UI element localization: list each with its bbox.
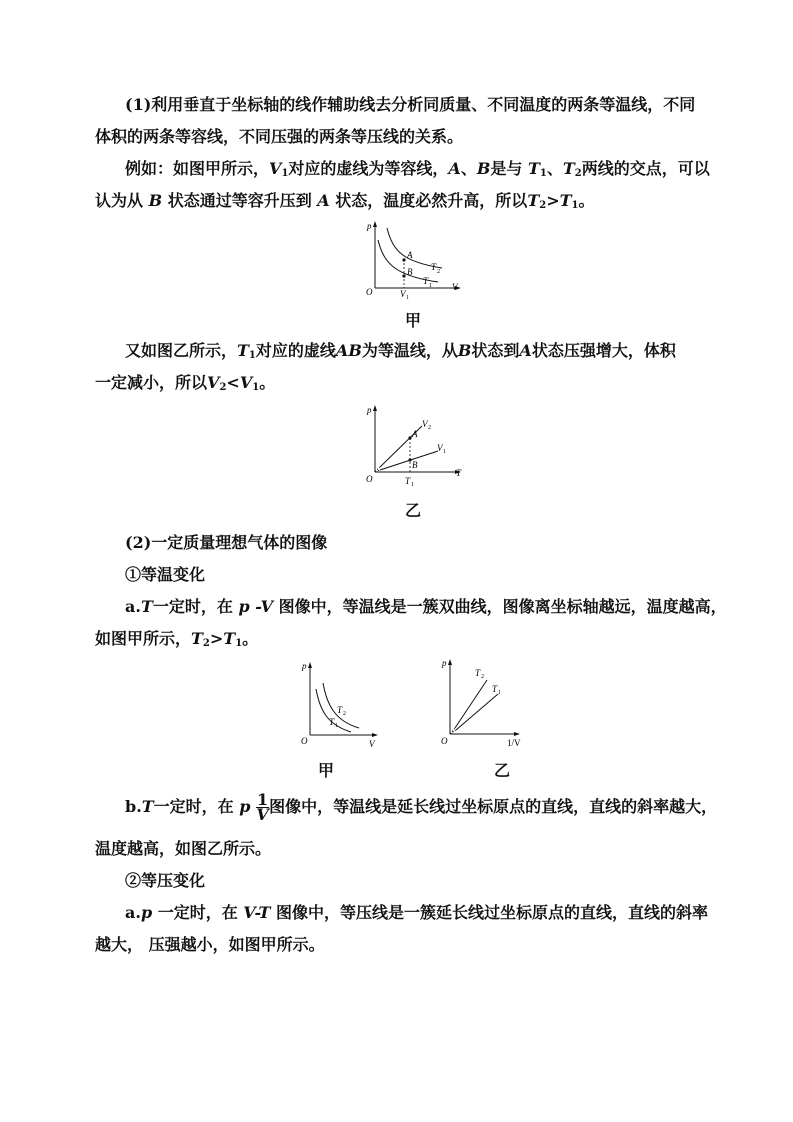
text-span: 一定时，在 [152, 597, 233, 616]
subscript: 1 [235, 638, 243, 649]
label-p: p [302, 661, 307, 671]
label-t1: T [405, 476, 411, 486]
symbol: A [519, 341, 532, 360]
text-span: 对应的虚线 [255, 341, 336, 360]
symbol: V [207, 373, 220, 392]
text-span: (2)一定质量理想气体的图像 [125, 533, 328, 552]
figure-1-pv-isotherms [360, 218, 470, 300]
paragraph-2-line-1 [125, 156, 710, 179]
isobaric-a-line-2 [95, 932, 325, 955]
symbol: T [237, 341, 249, 360]
figure-4-p-inverse-v-isotherms [435, 652, 535, 750]
symbol: < [226, 373, 240, 392]
x-axis-arrow [372, 733, 378, 737]
label-v: V [369, 739, 375, 749]
text-span: 。 [259, 373, 276, 392]
symbol: A [317, 191, 330, 210]
symbol: T [562, 159, 575, 178]
label-t1: T [329, 717, 335, 727]
text-span: 状态到 [471, 341, 520, 360]
text-span: 例如：如图甲所示， [125, 159, 270, 178]
symbol: p -V [238, 597, 274, 616]
paragraph-3-line-2 [95, 370, 275, 393]
label-t2: T [337, 705, 343, 715]
isothermal-a-line-1 [125, 594, 727, 617]
isobaric-a-line-1 [125, 900, 708, 923]
label-v: V [452, 282, 458, 292]
text-span: 一定时，在 [157, 903, 238, 922]
label-v1: V [400, 289, 406, 299]
symbol: T [527, 159, 540, 178]
label-b: B [407, 267, 413, 277]
text-span: 为等温线，从 [361, 341, 458, 360]
text-span: 又如图乙所示， [125, 341, 238, 360]
fraction-numerator: 1 [257, 790, 269, 809]
paragraph-1-line-2 [95, 124, 463, 147]
subscript: 2 [219, 382, 227, 393]
figure-3-caption: 甲 [318, 761, 335, 780]
section-2-title [125, 530, 327, 553]
label-a: A [407, 250, 413, 260]
label-t1-sub: 1 [335, 723, 338, 729]
symbol: T [223, 629, 236, 648]
symbol: T [140, 597, 153, 616]
fraction-denominator: V [256, 805, 269, 824]
text-span: 。 [242, 629, 259, 648]
isotherm-t2 [455, 680, 487, 728]
text-span: 状态通过等容升压到 [167, 191, 312, 210]
text-span: 、 [460, 159, 477, 178]
isothermal-b-line-2 [95, 836, 271, 859]
point-a [402, 258, 405, 261]
text-span: 图像中，等温线是一簇双曲线，图像离坐标轴越远，温度越高， [278, 597, 727, 616]
figure-3-pv-isotherms [295, 655, 390, 750]
text-span: 、 [546, 159, 563, 178]
symbol: A [448, 159, 461, 178]
text-span: 如图甲所示， [95, 629, 192, 648]
label-p: p [442, 658, 447, 668]
text-span: ②等压变化 [125, 871, 206, 890]
label-t1-sub: 1 [411, 482, 414, 488]
isothermal-b-line-1 [125, 792, 717, 822]
point-b [402, 274, 405, 277]
symbol: T [141, 797, 154, 816]
text-span: 是与 [490, 159, 523, 178]
text-span: 。 [578, 191, 595, 210]
subscript: 1 [539, 168, 547, 179]
label-t1: T [423, 276, 429, 286]
subscript: 2 [539, 200, 547, 211]
isothermal-a-line-2 [95, 626, 258, 649]
text-span: 状态压强增大，体积 [531, 341, 676, 360]
text-span: 图像中，等温线是延长线过坐标原点的直线，直线的斜率越大， [269, 797, 718, 816]
label-v2-sub: 2 [428, 425, 431, 431]
label-t2-sub: 2 [343, 711, 346, 717]
label-t2-sub: 2 [437, 269, 440, 275]
text-span: ①等温变化 [125, 565, 206, 584]
symbol: p [140, 903, 153, 922]
label-v1: V [437, 443, 443, 453]
text-span: a. [125, 903, 141, 922]
symbol: T [527, 191, 540, 210]
figure-1-caption: 甲 [405, 311, 422, 330]
paragraph-2-line-2 [95, 188, 594, 211]
isotherm-t1 [456, 694, 498, 730]
text-span: (1)利用垂直于坐标轴的线作辅助线去分析同质量、不同温度的两条等温线，不同 [125, 95, 696, 114]
label-t1-sub: 1 [498, 690, 501, 696]
label-p: p [367, 405, 372, 415]
label-o: O [441, 736, 448, 746]
symbol: T [191, 629, 203, 648]
symbol: T [559, 191, 572, 210]
text-span: 图像中，等压线是一簇延长线过坐标原点的直线，直线的斜率 [276, 903, 709, 922]
subscript: 1 [252, 382, 260, 393]
text-span: 认为从 [95, 191, 144, 210]
subscript: 1 [571, 200, 579, 211]
symbol: B [457, 341, 472, 360]
symbol: p [239, 797, 251, 816]
isobaric-heading [125, 868, 205, 891]
y-axis-arrow [448, 659, 452, 665]
text-span: 状态，温度必然升高，所以 [335, 191, 528, 210]
symbol: > [209, 629, 224, 648]
subscript: 1 [281, 168, 289, 179]
figure-2-pt-isochores [360, 400, 475, 488]
label-inverse-v: 1/V [507, 738, 521, 748]
subscript: 2 [574, 168, 582, 179]
label-p: p [367, 221, 372, 231]
symbol: V [239, 373, 253, 392]
label-o: O [366, 287, 373, 297]
figure-2-caption: 乙 [405, 501, 422, 520]
text-span: 一定减小，所以 [95, 373, 208, 392]
label-t: T [456, 468, 462, 478]
subscript: 1 [248, 350, 256, 361]
symbol: > [546, 191, 560, 210]
figure-4-caption: 乙 [494, 761, 511, 780]
symbol: B [476, 159, 491, 178]
text-span: 两线的交点，可以 [581, 159, 710, 178]
label-b: B [412, 460, 418, 470]
text-span: b. [125, 797, 142, 816]
paragraph-3-line-1 [125, 338, 676, 361]
isochore-v2-extension [375, 467, 380, 472]
isotherm-t1-extension [450, 730, 456, 734]
label-t1: T [492, 684, 498, 694]
label-o: O [366, 474, 373, 484]
text-span: 越大， 压强越小，如图甲所示。 [95, 935, 325, 954]
label-v1-sub: 1 [443, 449, 446, 455]
label-t2: T [431, 262, 437, 272]
subscript: 2 [202, 638, 210, 649]
y-axis-arrow [373, 221, 377, 227]
symbol: V [269, 159, 282, 178]
symbol: B [148, 191, 163, 210]
label-t2-sub: 2 [481, 674, 484, 680]
text-span: a. [125, 597, 141, 616]
paragraph-1-line-1 [125, 92, 695, 115]
symbol: AB [335, 341, 362, 360]
label-t2: T [475, 668, 481, 678]
text-span: 对应的虚线为等容线， [288, 159, 449, 178]
x-axis-arrow [514, 732, 520, 736]
label-a: A [412, 429, 418, 439]
fraction-one-over-v [256, 790, 269, 824]
text-span: 一定时，在 [153, 797, 234, 816]
label-t1-sub: 1 [429, 283, 432, 289]
y-axis-arrow [308, 662, 312, 668]
text-span: 体积的两条等容线，不同压强的两条等压线的关系。 [95, 127, 464, 146]
y-axis-arrow [373, 405, 377, 411]
label-v2: V [422, 419, 428, 429]
label-v1-sub: 1 [406, 295, 409, 300]
isothermal-heading [125, 562, 205, 585]
label-o: O [301, 736, 308, 746]
text-span: 温度越高，如图乙所示。 [95, 839, 272, 858]
symbol: V-T [243, 903, 271, 922]
